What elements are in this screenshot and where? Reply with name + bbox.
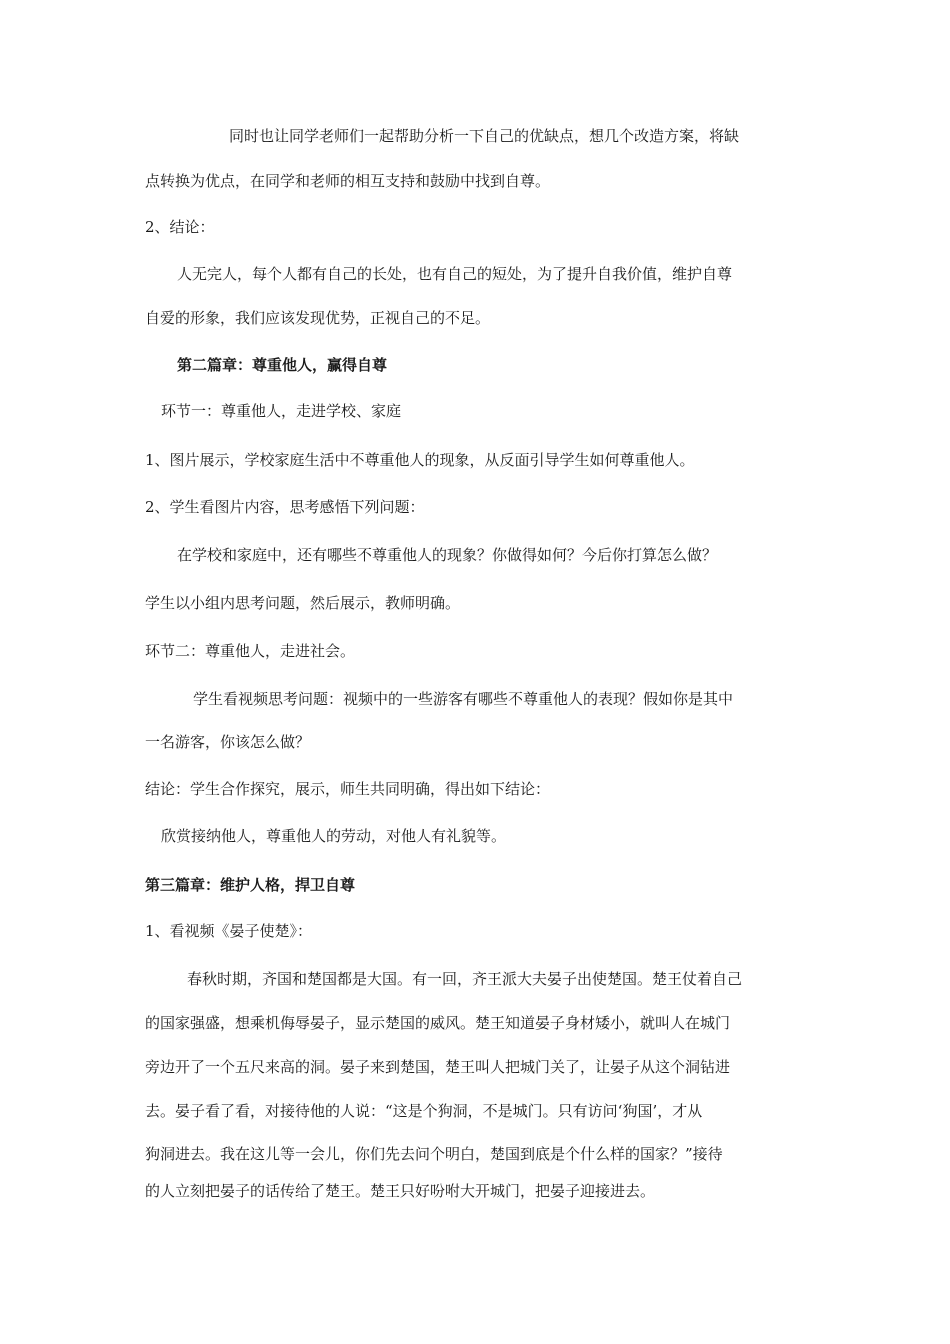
paragraph-line: 同时也让同学老师们一起帮助分析一下自己的优缺点，想几个改造方案，将缺	[229, 127, 740, 145]
paragraph-line: 学生以小组内思考问题，然后展示，教师明确。	[145, 594, 461, 612]
section-heading: 环节一：尊重他人，走进学校、家庭	[161, 402, 402, 420]
paragraph-line: 学生看视频思考问题：视频中的一些游客有哪些不尊重他人的表现？假如你是其中	[193, 690, 734, 708]
story-line: 旁边开了一个五尺来高的洞。晏子来到楚国，楚王叫人把城门关了，让晏子从这个洞钻进	[145, 1058, 731, 1076]
story-line: 的人立刻把晏子的话传给了楚王。楚王只好吩咐大开城门，把晏子迎接进去。	[145, 1182, 656, 1200]
paragraph-line: 一名游客，你该怎么做？	[145, 733, 311, 751]
paragraph-line: 结论：学生合作探究，展示，师生共同明确，得出如下结论：	[145, 780, 551, 798]
section-heading: 环节二：尊重他人，走进社会。	[145, 642, 356, 660]
paragraph-line: 1、看视频《晏子使楚》：	[145, 922, 313, 940]
story-line: 春秋时期，齐国和楚国都是大国。有一回，齐王派大夫晏子出使楚国。楚王仗着自己	[187, 970, 743, 988]
paragraph-line: 1、图片展示，学校家庭生活中不尊重他人的现象，从反面引导学生如何尊重他人。	[145, 451, 695, 469]
story-line: 的国家强盛，想乘机侮辱晏子，显示楚国的威风。楚王知道晏子身材矮小，就叫人在城门	[145, 1014, 731, 1032]
chapter-3-title: 第三篇章：维护人格，捍卫自尊	[145, 876, 356, 894]
paragraph-line: 人无完人，每个人都有自己的长处，也有自己的短处，为了提升自我价值，维护自尊	[177, 265, 733, 283]
paragraph-line: 2、学生看图片内容，思考感悟下列问题：	[145, 498, 425, 516]
paragraph-line: 自爱的形象，我们应该发现优势，正视自己的不足。	[145, 309, 491, 327]
paragraph-line: 点转换为优点，在同学和老师的相互支持和鼓励中找到自尊。	[145, 172, 551, 190]
paragraph-line: 欣赏接纳他人，尊重他人的劳动，对他人有礼貌等。	[161, 827, 507, 845]
chapter-2-title: 第二篇章：尊重他人，赢得自尊	[177, 356, 388, 374]
story-line: 去。晏子看了看，对接待他的人说：“这是个狗洞，不是城门。只有访问‘狗国’，才从	[145, 1102, 703, 1120]
story-line: 狗洞进去。我在这儿等一会儿，你们先去问个明白，楚国到底是个什么样的国家？”接待	[145, 1145, 723, 1163]
conclusion-heading: 2、结论：	[145, 218, 215, 236]
paragraph-line: 在学校和家庭中，还有哪些不尊重他人的现象？你做得如何？今后你打算怎么做？	[177, 546, 718, 564]
